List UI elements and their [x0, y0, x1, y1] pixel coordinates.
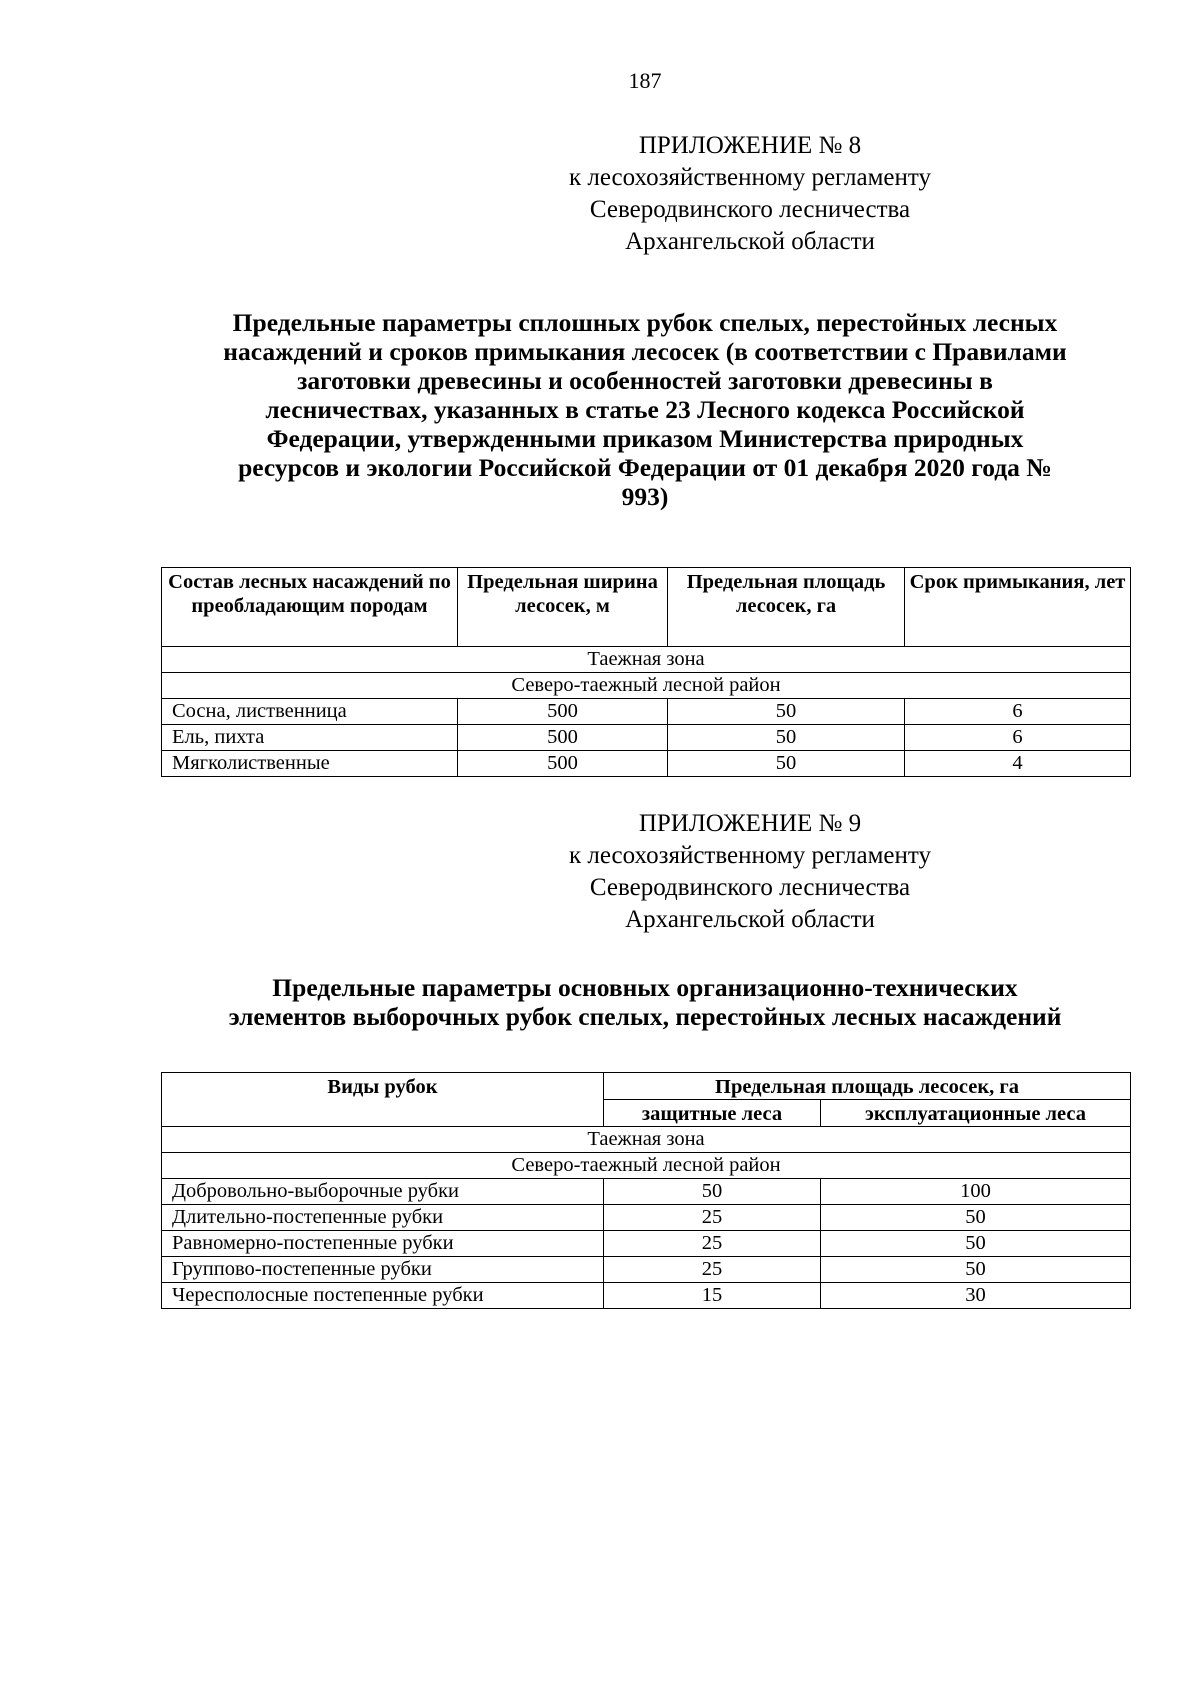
title-9-line: элементов выборочных рубок спелых, перестойных лесных насаждений: [228, 1002, 1062, 1031]
table-row: [162, 1179, 1131, 1205]
header-max-width: Предельная ширина лесосек, м: [458, 568, 668, 647]
term-cell: 6: [905, 725, 1131, 751]
title-8-line: Предельные параметры сплошных рубок спелых, перестойных лесных: [232, 308, 1058, 337]
appendix-9-line-2: Северодвинского лесничества: [589, 874, 911, 901]
area-cell: 50: [668, 751, 905, 777]
header-exploitation-forests: эксплуатационные леса: [821, 1100, 1131, 1127]
title-8-line: лесничествах, указанных в статье 23 Лесного кодекса Российской: [265, 395, 1025, 424]
title-8-line: ресурсов и экологии Российской Федерации от 01 декабря 2020 года №: [238, 453, 1052, 482]
appendix-8-line-3: Архангельской области: [625, 228, 875, 255]
table-8-title: [150, 308, 1140, 511]
table-region-row: [162, 1153, 1131, 1179]
area-cell: 50: [668, 699, 905, 725]
table-header-row: [162, 568, 1131, 647]
region-cell: Северо-таежный лесной район: [162, 1153, 1131, 1179]
title-8-line: 993): [621, 482, 669, 511]
title-9-line: Предельные параметры основных организационно-технических: [272, 973, 1018, 1002]
appendix-9-line-3: Архангельской области: [625, 906, 875, 933]
exploitation-cell: 30: [821, 1283, 1131, 1309]
title-8-line: Федерации, утвержденными приказом Министерства природных: [266, 424, 1024, 453]
header-adjacency-term: Срок примыкания, лет: [905, 568, 1131, 647]
cut-type-cell: Добровольно-выборочные рубки: [162, 1179, 604, 1205]
cut-type-cell: Равномерно-постепенные рубки: [162, 1231, 604, 1257]
table-header-row: [162, 1073, 1131, 1100]
exploitation-cell: 100: [821, 1179, 1131, 1205]
table-row: [162, 1205, 1131, 1231]
term-cell: 6: [905, 699, 1131, 725]
table-row: [162, 699, 1131, 725]
protective-cell: 25: [604, 1205, 821, 1231]
table-zone-row: [162, 647, 1131, 673]
term-cell: 4: [905, 751, 1131, 777]
table-row: [162, 1231, 1131, 1257]
table-region-row: [162, 673, 1131, 699]
species-cell: Мягколиственные: [162, 751, 458, 777]
clear-cut-parameters-table: [161, 567, 1131, 777]
area-cell: 50: [668, 725, 905, 751]
width-cell: 500: [458, 699, 668, 725]
table-9-title: [150, 973, 1140, 1031]
table-row: [162, 725, 1131, 751]
page-number: 187: [628, 68, 662, 93]
appendix-9-heading: ПРИЛОЖЕНИЕ № 9: [638, 810, 862, 837]
appendix-8-heading-block: [450, 130, 1050, 258]
title-8-line: заготовки древесины и особенностей заготовки древесины в: [297, 366, 993, 395]
protective-cell: 25: [604, 1231, 821, 1257]
table-zone-row: [162, 1127, 1131, 1153]
header-protective-forests: защитные леса: [604, 1100, 821, 1127]
zone-cell: Таежная зона: [162, 1127, 1131, 1153]
header-max-area: Предельная площадь лесосек, га: [604, 1073, 1131, 1100]
header-cut-type: Виды рубок: [162, 1073, 604, 1127]
cut-type-cell: Группово-постепенные рубки: [162, 1257, 604, 1283]
appendix-9-line-1: к лесохозяйственному регламенту: [568, 842, 932, 869]
region-cell: Северо-таежный лесной район: [162, 673, 1131, 699]
exploitation-cell: 50: [821, 1205, 1131, 1231]
zone-cell: Таежная зона: [162, 647, 1131, 673]
species-cell: Сосна, лиственница: [162, 699, 458, 725]
title-8-line: насаждений и сроков примыкания лесосек (в соответствии с Правилами: [223, 337, 1067, 366]
header-composition: Состав лесных насаждений по преобладающим породам: [162, 568, 458, 647]
appendix-8-line-1: к лесохозяйственному регламенту: [568, 164, 932, 191]
table-row: [162, 751, 1131, 777]
width-cell: 500: [458, 725, 668, 751]
appendix-9-heading-block: [450, 808, 1050, 936]
appendix-8-line-2: Северодвинского лесничества: [589, 196, 911, 223]
cut-type-cell: Длительно-постепенные рубки: [162, 1205, 604, 1231]
protective-cell: 50: [604, 1179, 821, 1205]
appendix-8-heading: ПРИЛОЖЕНИЕ № 8: [638, 132, 862, 159]
table-row: [162, 1283, 1131, 1309]
cut-type-cell: Чересполосные постепенные рубки: [162, 1283, 604, 1309]
species-cell: Ель, пихта: [162, 725, 458, 751]
protective-cell: 15: [604, 1283, 821, 1309]
table-row: [162, 1257, 1131, 1283]
exploitation-cell: 50: [821, 1231, 1131, 1257]
header-max-area: Предельная площадь лесосек, га: [668, 568, 905, 647]
width-cell: 500: [458, 751, 668, 777]
selective-cut-parameters-table: [161, 1072, 1131, 1309]
exploitation-cell: 50: [821, 1257, 1131, 1283]
protective-cell: 25: [604, 1257, 821, 1283]
